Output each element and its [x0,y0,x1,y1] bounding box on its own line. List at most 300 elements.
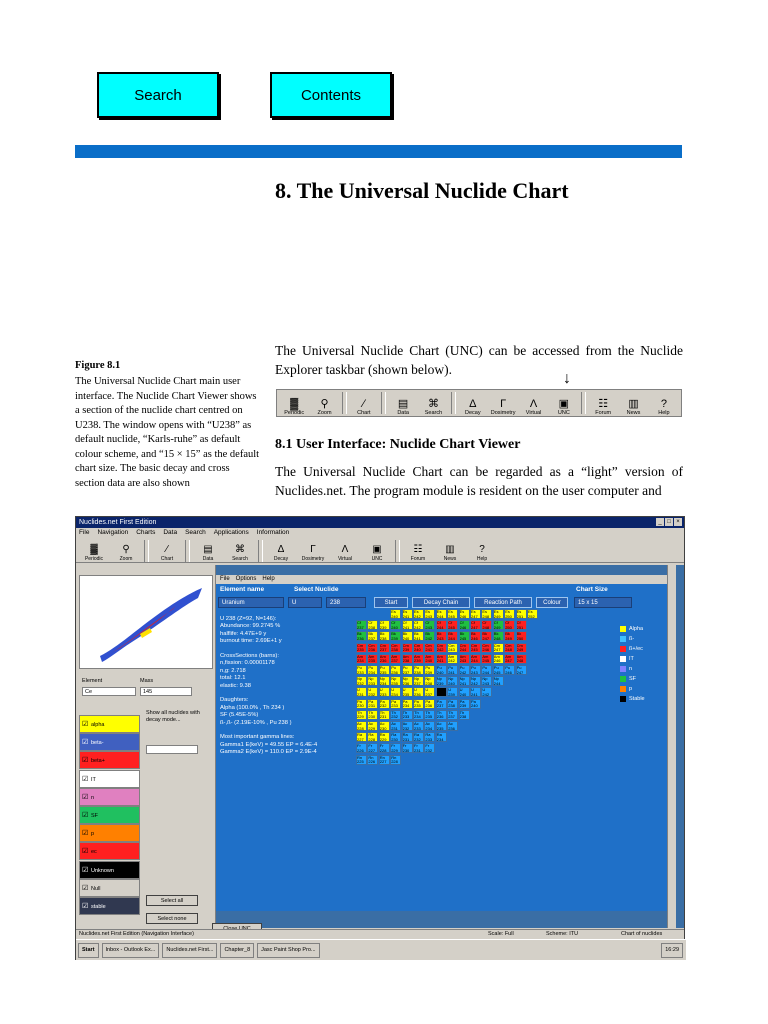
nuclide-cell[interactable] [493,654,504,664]
toolbar-search-button[interactable] [418,390,448,416]
info-line: halflife: 4.47E+9 y [220,630,267,637]
decay-mode-checkbox[interactable]: ☑ SF [79,806,140,824]
nuclide-cell[interactable] [424,687,435,697]
nuclide-cell[interactable] [367,710,378,720]
nuclide-cell[interactable] [516,631,527,641]
nuclide-cell[interactable] [390,654,401,664]
taskbar-item[interactable]: Chapter_8 [220,943,254,958]
nuclide-cell[interactable] [390,699,401,709]
nuclide-cell[interactable] [356,643,367,653]
nuclide-cell[interactable] [402,665,413,675]
nuclide-cell[interactable] [481,643,492,653]
nuclide-cell[interactable] [413,620,424,630]
nuclide-cell[interactable] [379,755,390,765]
nuclide-cell[interactable] [447,620,458,630]
toolbar-zoom-button[interactable] [309,390,339,416]
nuclide-cell[interactable] [470,665,481,675]
cell-mass: 229 [357,714,364,720]
start-button[interactable]: Start [374,597,408,608]
nuclide-cell[interactable] [504,654,515,664]
nuclide-cell[interactable] [379,710,390,720]
cell-mass: 235 [425,714,433,720]
cell-mass: 241 [414,635,421,641]
nuclide-cell[interactable] [367,676,378,686]
menu-information[interactable]: Information [256,529,290,536]
nuclide-cell[interactable] [424,721,435,731]
nuclide-cell[interactable] [470,609,481,619]
nuclide-cell[interactable] [481,654,492,664]
viewer-menubar [216,575,672,584]
colour-button[interactable]: Colour [536,597,568,608]
nuclide-cell[interactable] [356,654,367,664]
nuclide-cell[interactable] [413,676,424,686]
cell-mass: 236 [448,725,455,731]
nuclide-cell[interactable] [390,687,401,697]
nuclide-cell[interactable] [379,699,390,709]
nuclide-cell[interactable] [367,732,378,742]
status-chart: Chart of nuclides [621,931,663,937]
cell-element: Pa [379,698,385,704]
cell-mass: 234 [436,736,444,742]
nuclide-cell[interactable] [527,609,538,619]
nuclide-cell[interactable] [436,699,447,709]
element-name-select[interactable]: Uranium [218,597,284,608]
nuclide-cell[interactable] [379,631,390,641]
cell-mass: 230 [357,703,364,709]
toolbar-separator [144,540,149,562]
nuclide-cell[interactable] [402,654,413,664]
cell-element: Ra [357,732,363,738]
dosimetry-icon: Γ [310,544,316,555]
nuclide-cell[interactable] [424,643,435,653]
nuclide-cell[interactable] [447,609,458,619]
nuclide-cell[interactable] [424,665,435,675]
nuclide-cell[interactable] [367,654,378,664]
toolbar-help-button[interactable] [466,540,498,562]
menu-applications[interactable]: Applications [213,529,249,536]
nuclide-cell[interactable] [367,699,378,709]
legend-label: p [629,686,633,692]
cell-mass: 237 [436,703,444,709]
toolbar-virtual-button[interactable] [518,390,548,416]
nuclide-cell[interactable] [367,743,378,753]
mass-select[interactable]: 145 [140,687,192,696]
chart-size-select[interactable]: 15 x 15 [574,597,632,608]
toolbar-zoom-button[interactable] [110,540,142,562]
nuclide-cell[interactable] [356,687,367,697]
nuclide-cell[interactable] [413,699,424,709]
cell-element: Bk [482,631,488,637]
nuclide-cell[interactable] [424,710,435,720]
data-icon: ▤ [397,398,409,410]
nuclide-cell[interactable] [516,620,527,630]
search-button[interactable]: Search [97,72,219,118]
nuclide-cell[interactable] [356,755,367,765]
nuclide-cell[interactable] [379,687,390,697]
taskbar-item[interactable]: Nuclides.net First... [162,943,217,958]
nuclide-cell[interactable] [481,631,492,641]
info-line: CrossSections (barns): [220,653,279,660]
nuclide-cell[interactable] [356,665,367,675]
cell-element: Cf [482,620,487,626]
nuclide-cell[interactable] [402,710,413,720]
nuclide-cell[interactable] [424,676,435,686]
nuclide-cell[interactable] [379,620,390,630]
cell-mass: 246 [471,635,478,641]
reaction-path-button[interactable]: Reaction Path [474,597,532,608]
nuclide-cell[interactable] [356,699,367,709]
select-all-button[interactable]: Select all [146,895,198,906]
cell-mass: 249 [493,624,501,630]
viewer-menu-options[interactable]: Options [235,576,257,582]
nuclide-cell[interactable] [390,710,401,720]
cell-element: Cm [471,642,478,648]
toolbar-label: Data [397,410,409,416]
nuclide-cell[interactable] [436,687,447,697]
nuclide-cell[interactable] [470,620,481,630]
cell-mass: 241 [425,647,433,653]
nuclide-cell[interactable] [436,665,447,675]
nuclide-cell[interactable] [424,609,435,619]
toolbar-search-button[interactable] [224,540,256,562]
nuclide-cell[interactable] [459,699,470,709]
info-line: burnout time: 2.69E+1 y [220,638,282,645]
legend-swatch [620,666,626,672]
menu-data[interactable]: Data [163,529,178,536]
nuclide-cell[interactable] [447,631,458,641]
toolbar-help-button[interactable] [649,390,679,416]
cell-element: Cm [391,642,398,648]
nuclide-cell[interactable] [481,609,492,619]
nuclide-cell[interactable] [390,721,401,731]
nuclide-cell[interactable] [459,710,470,720]
cell-element: Am [493,653,500,659]
select-none-button[interactable]: Select none [146,913,198,924]
cell-mass: 244 [448,635,455,641]
nuclide-cell[interactable] [356,732,367,742]
cell-mass: 241 [436,658,444,664]
nuclide-cell[interactable] [367,665,378,675]
info-line [220,727,350,734]
nuclide-cell[interactable] [493,631,504,641]
nuclide-cell[interactable] [470,654,481,664]
nuclide-cell[interactable] [390,631,401,641]
nuclide-cell[interactable] [424,743,435,753]
toolbar-dosimetry-button[interactable] [488,390,518,416]
cell-mass: 246 [459,624,467,630]
nuclide-cell[interactable] [481,676,492,686]
cell-mass: 236 [414,691,421,697]
cell-element: Es [414,609,419,614]
nuclide-cell[interactable] [402,676,413,686]
nuclide-cell[interactable] [367,755,378,765]
minimize-icon[interactable]: _ [656,518,664,526]
cell-element: Pu [516,665,522,670]
menu-charts[interactable]: Charts [136,529,156,536]
nuclide-cell[interactable] [402,620,413,630]
cell-element: U [391,687,395,693]
nuclide-cell[interactable] [493,609,504,619]
nuclide-cell[interactable] [470,631,481,641]
nuclide-cell[interactable] [470,676,481,686]
nuclide-cell[interactable] [379,654,390,664]
nuclide-cell[interactable] [367,643,378,653]
decay-mode-checkbox[interactable]: ☑ beta- [79,733,140,751]
nuclide-cell[interactable] [379,643,390,653]
toolbar-separator [342,392,347,414]
decay-mode-checkbox[interactable]: ☑ n [79,788,140,806]
nuclide-cell[interactable] [413,710,424,720]
cell-element: Am [471,653,477,659]
nuclide-cell[interactable] [481,665,492,675]
cell-element: U [357,687,360,693]
decay-mode-checkbox[interactable]: ☑ Unknown [79,861,140,879]
nuclide-cell[interactable] [424,620,435,630]
nuclide-cell[interactable] [436,609,447,619]
maximize-icon[interactable]: □ [665,518,673,526]
nuclide-cell[interactable] [356,620,367,630]
toolbar-separator [395,540,400,562]
toolbar-decay-button[interactable] [458,390,488,416]
cell-element: Bk [425,631,431,637]
cell-mass: 232 [391,714,398,720]
taskbar-clock: 16:29 [661,943,683,958]
nuclide-cell[interactable] [390,743,401,753]
cell-element: Bk [505,631,510,637]
cell-mass: 240 [459,691,467,697]
virtual-icon: Λ [529,398,538,410]
nuclide-cell[interactable] [459,665,470,675]
nuclide-cell[interactable] [424,699,435,709]
toolbar-forum-button[interactable] [588,390,618,416]
chart-size-header: Chart Size [576,586,608,593]
nuclide-cell[interactable] [493,643,504,653]
decay-mode-checkbox[interactable]: ☑ Null [79,879,140,897]
toolbar-virtual-button[interactable] [329,540,361,562]
cell-element: Np [391,676,397,682]
element-select[interactable]: Ce [82,687,136,696]
nuclide-cell[interactable] [459,620,470,630]
nuclide-cell[interactable] [367,631,378,641]
nuclide-cell[interactable] [436,620,447,630]
toolbar-unc-button[interactable] [549,390,579,416]
nuclide-cell[interactable] [390,732,401,742]
nuclide-cell[interactable] [413,743,424,753]
nuclide-cell[interactable] [413,665,424,675]
decay-mode-select[interactable] [146,745,198,754]
nuclide-cell[interactable] [436,732,447,742]
nuclide-cell[interactable] [447,699,458,709]
nuclide-cell[interactable] [390,755,401,765]
toolbar-label: News [443,556,457,562]
nuclide-cell[interactable] [390,609,401,619]
nuclide-cell[interactable] [379,732,390,742]
nuclide-cell[interactable] [402,721,413,731]
nuclide-cell[interactable] [413,631,424,641]
toolbar-dosimetry-button[interactable] [297,540,329,562]
nuclide-cell[interactable] [447,721,458,731]
cell-mass: 248 [505,647,512,653]
nuclide-cell[interactable] [379,676,390,686]
menu-navigation[interactable]: Navigation [97,529,129,536]
nuclide-cell[interactable] [402,732,413,742]
cell-element: Cf [357,620,361,626]
nuclide-cell[interactable] [516,654,527,664]
nuclide-cell[interactable] [424,732,435,742]
nuclide-cell[interactable] [402,743,413,753]
toolbar-label: Dosimetry [490,410,516,416]
nuclide-cell[interactable] [402,609,413,619]
nuclide-cell[interactable] [459,643,470,653]
nuclide-cell[interactable] [356,676,367,686]
legend-swatch [620,676,626,682]
nuclide-cell[interactable] [402,643,413,653]
nuclide-cell[interactable] [481,687,492,697]
decay-mode-checkbox[interactable]: ☑ ec [79,842,140,860]
nuclide-cell[interactable] [356,631,367,641]
nuclide-cell[interactable] [367,721,378,731]
nuclide-cell[interactable] [413,732,424,742]
nuclide-cell[interactable] [390,620,401,630]
decay-mode-checkbox[interactable]: ☑ alpha [79,715,140,733]
toolbar-data-button[interactable] [192,540,224,562]
nuclide-cell[interactable] [447,710,458,720]
toolbar-chart-button[interactable] [151,540,183,562]
menu-file[interactable]: File [79,529,90,536]
nuclide-cell[interactable] [436,710,447,720]
nuclide-cell[interactable] [504,631,515,641]
nuclide-cell[interactable] [413,609,424,619]
taskbar-item[interactable]: Inbox - Outlook Ex... [102,943,160,958]
page-title: 8. The Universal Nuclide Chart [275,178,569,203]
start-button[interactable]: Start [78,943,99,958]
nuclide-cell[interactable] [504,665,515,675]
close-icon[interactable]: × [674,518,682,526]
nuclide-cell[interactable] [447,676,458,686]
nuclide-cell[interactable] [459,631,470,641]
legend-swatch [620,686,626,692]
cell-mass: 241 [459,680,467,686]
nuclide-cell[interactable] [447,654,458,664]
nuclide-cell[interactable] [379,665,390,675]
nuclide-cell[interactable] [470,687,481,697]
toolbar-decay-button[interactable] [265,540,297,562]
nuclide-cell[interactable] [356,710,367,720]
nuclide-cell[interactable] [436,643,447,653]
nuclide-cell[interactable] [390,643,401,653]
vertical-scrollbar[interactable] [667,565,676,928]
nuclide-cell[interactable] [413,654,424,664]
nuclide-cell[interactable] [402,631,413,641]
nuclide-cell[interactable] [504,620,515,630]
cell-element: Es [505,609,510,614]
toolbar-periodic-button[interactable] [279,390,309,416]
nuclide-cell[interactable] [402,687,413,697]
toolbar-label: Forum [410,556,426,562]
toolbar-news-button[interactable] [434,540,466,562]
nuclide-cell[interactable] [424,631,435,641]
nuclide-cell[interactable] [459,609,470,619]
nuclide-cell[interactable] [459,676,470,686]
toolbar-periodic-button[interactable] [78,540,110,562]
toolbar-data-button[interactable] [388,390,418,416]
toolbar-forum-button[interactable] [402,540,434,562]
nuclide-cell[interactable] [481,620,492,630]
nuclide-cell[interactable] [459,687,470,697]
nuclide-cell[interactable] [390,665,401,675]
nuclide-cell[interactable] [470,699,481,709]
nuclide-cell[interactable] [504,643,515,653]
legend-item [620,654,645,664]
toolbar-news-button[interactable] [618,390,648,416]
viewer-menu-help[interactable]: Help [262,576,275,582]
toolbar-label: Periodic [284,410,305,416]
nuclide-cell[interactable] [493,620,504,630]
nuclide-cell[interactable] [447,665,458,675]
symbol-select[interactable]: U [288,597,322,608]
nuclide-cell[interactable] [413,643,424,653]
cell-mass: 249 [505,635,512,641]
decay-mode-checkbox[interactable]: ☑ beta+ [79,751,140,769]
menu-search[interactable]: Search [185,529,206,536]
nuclide-cell[interactable] [470,643,481,653]
nuclide-cell[interactable] [367,620,378,630]
nuclide-cell[interactable] [447,687,458,697]
nuclide-cell[interactable] [493,665,504,675]
cell-mass: 250 [505,624,512,630]
nuclide-cell[interactable] [413,687,424,697]
cell-element: Cf [368,620,373,626]
decay-mode-checkbox[interactable]: ☑ stable [79,897,140,915]
toolbar-chart-button[interactable] [349,390,379,416]
nuclide-cell[interactable] [379,743,390,753]
nuclide-cell[interactable] [367,687,378,697]
cell-mass: 238 [402,658,410,664]
nuclide-cell[interactable] [447,643,458,653]
decay-mode-checkbox[interactable]: ☑ p [79,824,140,842]
nuclide-cell[interactable] [436,631,447,641]
decay-chain-button[interactable]: Decay Chain [412,597,470,608]
nuclide-cell[interactable] [493,676,504,686]
toolbar-unc-button[interactable] [361,540,393,562]
cell-element: Th [459,709,465,715]
nuclide-cell[interactable] [459,654,470,664]
legend-label: ß- [629,636,635,642]
decay-mode-checkbox[interactable]: ☑ IT [79,770,140,788]
contents-button[interactable]: Contents [270,72,392,118]
info-line: Abundance: 99.2745 % [220,623,281,630]
nuclide-cell[interactable] [413,721,424,731]
cell-mass: 226 [368,759,376,765]
nuclide-cell[interactable] [516,665,527,675]
cell-element: Cf [493,620,498,626]
viewer-menu-file[interactable]: File [220,576,230,582]
nuclide-cell[interactable] [402,699,413,709]
nuclide-cell[interactable] [436,721,447,731]
nuclide-cell[interactable] [436,676,447,686]
nuclide-cell[interactable] [356,721,367,731]
nuclide-cell[interactable] [379,721,390,731]
taskbar-item[interactable]: Jasc Paint Shop Pro... [257,943,319,958]
mass-number-select[interactable]: 238 [326,597,366,608]
nuclide-cell[interactable] [516,643,527,653]
nuclide-cell[interactable] [390,676,401,686]
nuclide-cell[interactable] [516,609,527,619]
nuclide-cell[interactable] [504,609,515,619]
nuclide-cell[interactable] [356,743,367,753]
nuclide-cell[interactable] [436,654,447,664]
nuclide-cell[interactable] [424,654,435,664]
